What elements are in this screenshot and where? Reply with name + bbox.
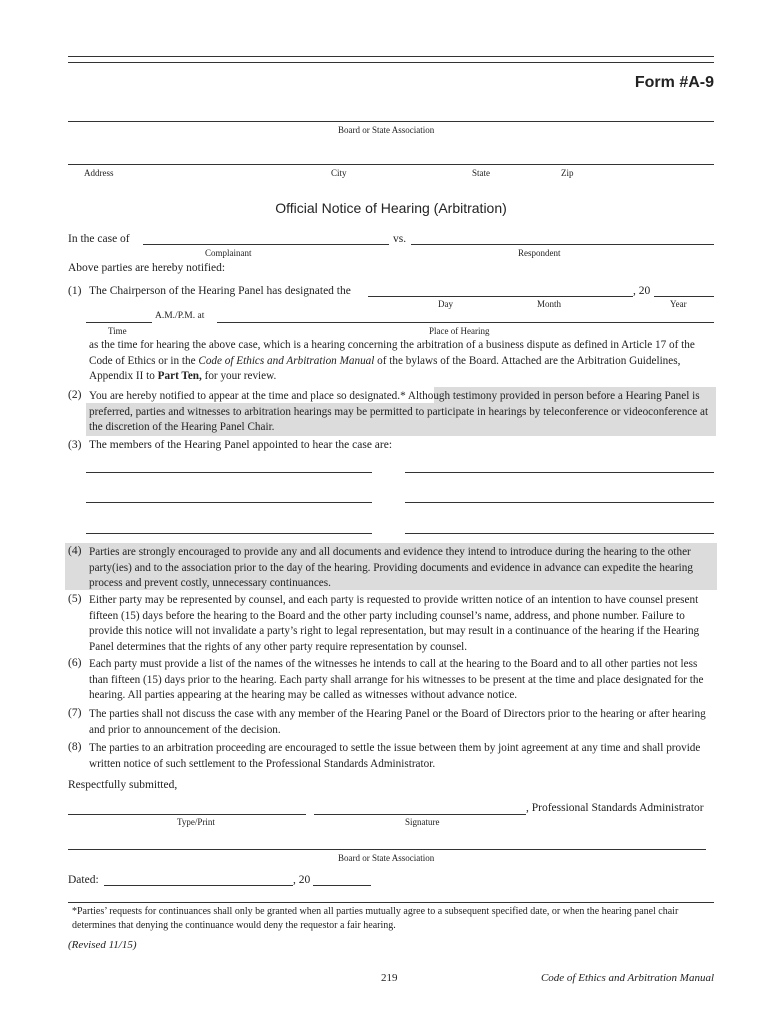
item1-number: (1): [68, 285, 82, 297]
item1-year-prefix: , 20: [633, 285, 651, 297]
time-caption: Time: [108, 326, 127, 336]
item8-number: (8): [68, 741, 82, 753]
type-print-field[interactable]: [68, 814, 306, 815]
form-id: Form #A-9: [634, 74, 714, 91]
item2-text: [89, 389, 715, 436]
admin-label: , Professional Standards Administrator: [526, 802, 704, 814]
panel-member-field-3[interactable]: [86, 502, 372, 503]
complainant-field[interactable]: [143, 244, 389, 245]
item5-number: (5): [68, 593, 82, 605]
item2-number: (2): [68, 389, 82, 401]
hearing-place-field[interactable]: [217, 322, 714, 323]
item7-text: The parties shall not discuss the case with any member of the Hearing Panel or the Board of Directors prior to the hearing or after hearing and prior to announcement of the decision.: [89, 708, 706, 736]
item8-text: The parties to an arbitration proceeding are encouraged to settle the issue between them by joint agreement at any time and shall provide written notice of such settlement to the Professional Standards Administrator.: [89, 742, 701, 770]
item1-body-c: for your review.: [201, 370, 277, 383]
item2-text-highlight: Although testimony provided in person before a Hearing Panel is preferred, parties and witnesses to arbitration hearings may be permitted to participate in hearings by teleconference or videoconference at the discretion of the Hearing Panel Chair.: [89, 390, 709, 434]
board-field-2[interactable]: [68, 849, 706, 850]
notified-text: Above parties are hereby notified:: [68, 262, 226, 274]
footnote: *Parties’ requests for continuances shall only be granted when all parties mutually agree to a subsequent specified date, or when the hearing panel chair determines that denying the continuance would deny the requestor a fair hearing.: [72, 906, 679, 931]
item1-body-a: as the time for hearing the above case, which is a hearing concerning the arbitration of a business dispute as defined in Article 17 of the Code of Ethics or in the: [89, 339, 695, 367]
item1-body-b: of the bylaws of the Board. Attached are the Arbitration Guidelines, Appendix II to: [89, 354, 681, 383]
address-field[interactable]: [68, 164, 714, 165]
panel-member-field-6[interactable]: [405, 533, 714, 534]
city-caption: City: [331, 168, 347, 178]
item6-text: Each party must provide a list of the names of the witnesses he intends to call at the hearing to the Board and to all other parties not less than fifteen (15) days prior to the hearing. Each party shall arrange for his witnesses to be present at the time and place designated for the hearing. All parties appearing at the hearing may be called as witnesses without advance notice.: [89, 658, 704, 702]
item5-text: Either party may be represented by counsel, and each party is requested to provide written notice of an intention to have counsel present fifteen (15) days before the hearing to the Board and the other party including counsel’s name, address, and phone number. Failure to provide this notice will not invalidate a party’s right to legal representation, but may result in a continuance of the hearing if the Hearing Panel determines that the rights of any other party require representation by counsel.: [89, 594, 700, 653]
item3-text: The members of the Hearing Panel appointed to hear the case are:: [89, 439, 393, 451]
item1-body-bold: Part Ten,: [157, 370, 202, 383]
address-caption: Address: [84, 168, 114, 178]
item4-text: Parties are strongly encouraged to provide any and all documents and evidence they intend to introduce during the hearing to the other party(ies) and to the association prior to the day of the hearing. Providing documents and evidence in advance can expedite the hearing process and prevent costly, unnecessary continuances.: [89, 546, 693, 590]
dated-year-field[interactable]: [313, 885, 371, 886]
board-field[interactable]: [68, 121, 714, 122]
day-caption: Day: [438, 299, 453, 309]
year-caption: Year: [670, 299, 687, 309]
item1-text: The Chairperson of the Hearing Panel has designated the: [89, 285, 351, 297]
submitted-text: Respectfully submitted,: [68, 779, 178, 791]
type-print-caption: Type/Print: [177, 817, 215, 827]
panel-member-field-5[interactable]: [86, 533, 372, 534]
board-caption: Board or State Association: [338, 125, 435, 135]
signature-caption: Signature: [405, 817, 440, 827]
panel-member-field-1[interactable]: [86, 472, 372, 473]
zip-caption: Zip: [561, 168, 574, 178]
complainant-caption: Complainant: [205, 248, 252, 258]
signature-field[interactable]: [314, 814, 526, 815]
respondent-field[interactable]: [411, 244, 714, 245]
month-caption: Month: [537, 299, 562, 309]
page-number: 219: [381, 972, 398, 984]
vs-label: vs.: [393, 233, 407, 245]
board-caption-2: Board or State Association: [338, 853, 435, 863]
item7-number: (7): [68, 707, 82, 719]
hearing-time-field[interactable]: [86, 322, 152, 323]
place-caption: Place of Hearing: [429, 326, 490, 336]
dated-year-prefix: , 20: [293, 874, 311, 886]
hearing-year-field[interactable]: [654, 296, 714, 297]
item4-number: (4): [68, 545, 82, 557]
panel-member-field-4[interactable]: [405, 502, 714, 503]
respondent-caption: Respondent: [518, 248, 561, 258]
manual-title: Code of Ethics and Arbitration Manual: [540, 972, 714, 984]
item6-number: (6): [68, 657, 82, 669]
footnote-rule: [68, 902, 714, 903]
top-rule-2: [68, 62, 714, 63]
revised-note: (Revised 11/15): [68, 939, 137, 951]
item2-text-plain: You are hereby notified to appear at the time and place so designated.*: [89, 390, 406, 402]
hearing-date-field[interactable]: [368, 296, 633, 297]
dated-field[interactable]: [104, 885, 293, 886]
page-title: Official Notice of Hearing (Arbitration): [275, 200, 507, 216]
dated-label: Dated:: [68, 874, 99, 886]
state-caption: State: [472, 168, 490, 178]
item1-body: [89, 338, 715, 385]
item3-number: (3): [68, 439, 82, 451]
top-rule-1: [68, 56, 714, 57]
panel-member-field-2[interactable]: [405, 472, 714, 473]
ampm-label: A.M./P.M. at: [155, 311, 205, 321]
case-label: In the case of: [68, 233, 130, 245]
item1-body-italic: Code of Ethics and Arbitration Manual: [198, 354, 375, 367]
